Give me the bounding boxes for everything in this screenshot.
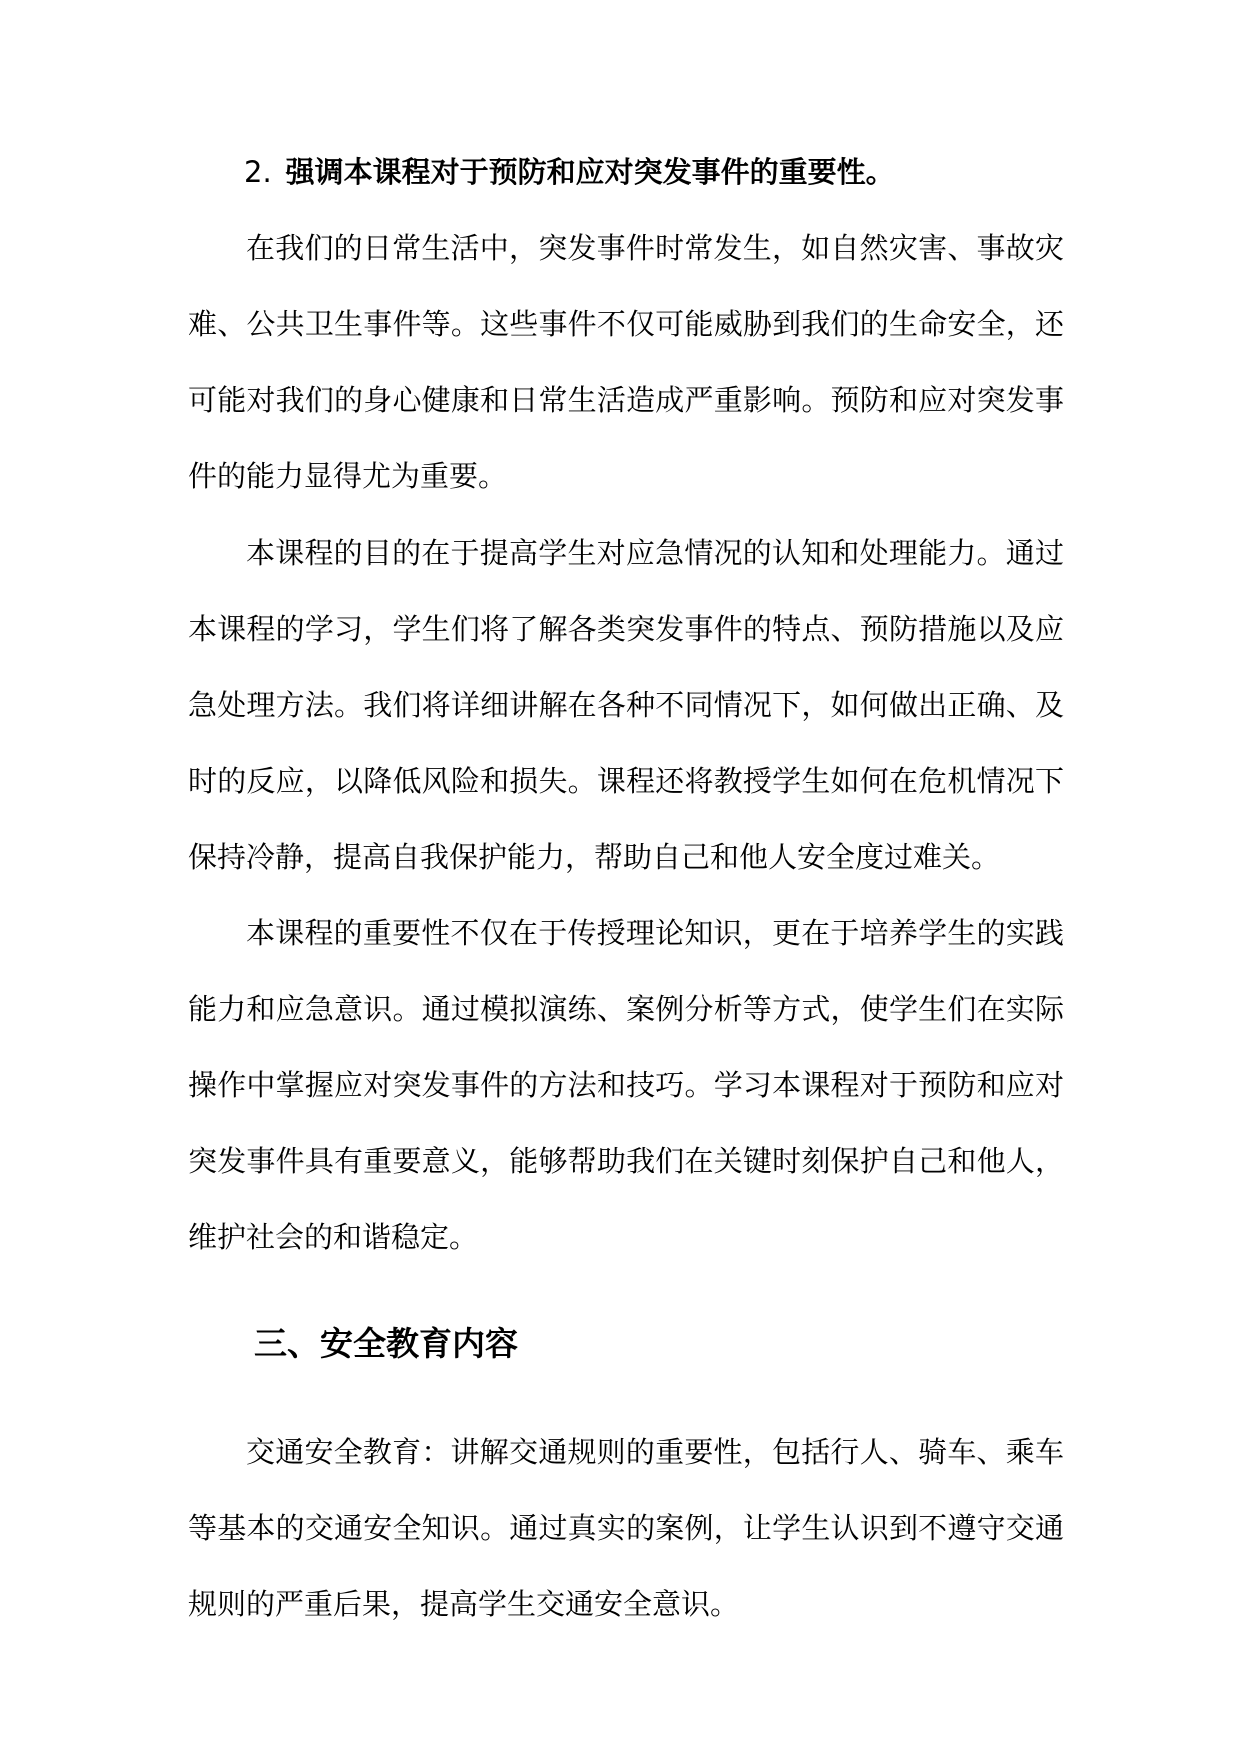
paragraph-2: 本课程的目的在于提高学生对应急情况的认知和处理能力。通过本课程的学习，学生们将了解各类突发事件的特点、预防措施以及应急处理方法。我们将详细讲解在各种不同情况下，如何做出正确、及时的反应，以降低风险和损失。课程还将教授学生如何在危机情况下保持冷静，提高自我保护能力，帮助自己和他人安全度过难关。 xyxy=(188,536,1064,874)
paragraph-3: 本课程的重要性不仅在于传授理论知识，更在于培养学生的实践能力和应急意识。通过模拟演练、案例分析等方式，使学生们在实际操作中掌握应对突发事件的方法和技巧。学习本课程对于预防和应对突发事件具有重要意义，能够帮助我们在关键时刻保护自己和他人，维护社会的和谐稳定。 xyxy=(188,916,1064,1254)
subheading-number: 2. xyxy=(244,155,272,189)
section-paragraph-1: 交通安全教育：讲解交通规则的重要性，包括行人、骑车、乘车等基本的交通安全知识。通过真实的案例，让学生认识到不遵守交通规则的严重后果，提高学生交通安全意识。 xyxy=(188,1435,1064,1621)
section-heading: 三、安全教育内容 xyxy=(254,1324,518,1363)
subheading-text: 强调本课程对于预防和应对突发事件的重要性。 xyxy=(285,155,895,189)
subheading xyxy=(244,148,895,196)
paragraph-1: 在我们的日常生活中，突发事件时常发生，如自然灾害、事故灾难、公共卫生事件等。这些事件不仅可能威胁到我们的生命安全，还可能对我们的身心健康和日常生活造成严重影响。预防和应对突发事件的能力显得尤为重要。 xyxy=(188,231,1064,493)
